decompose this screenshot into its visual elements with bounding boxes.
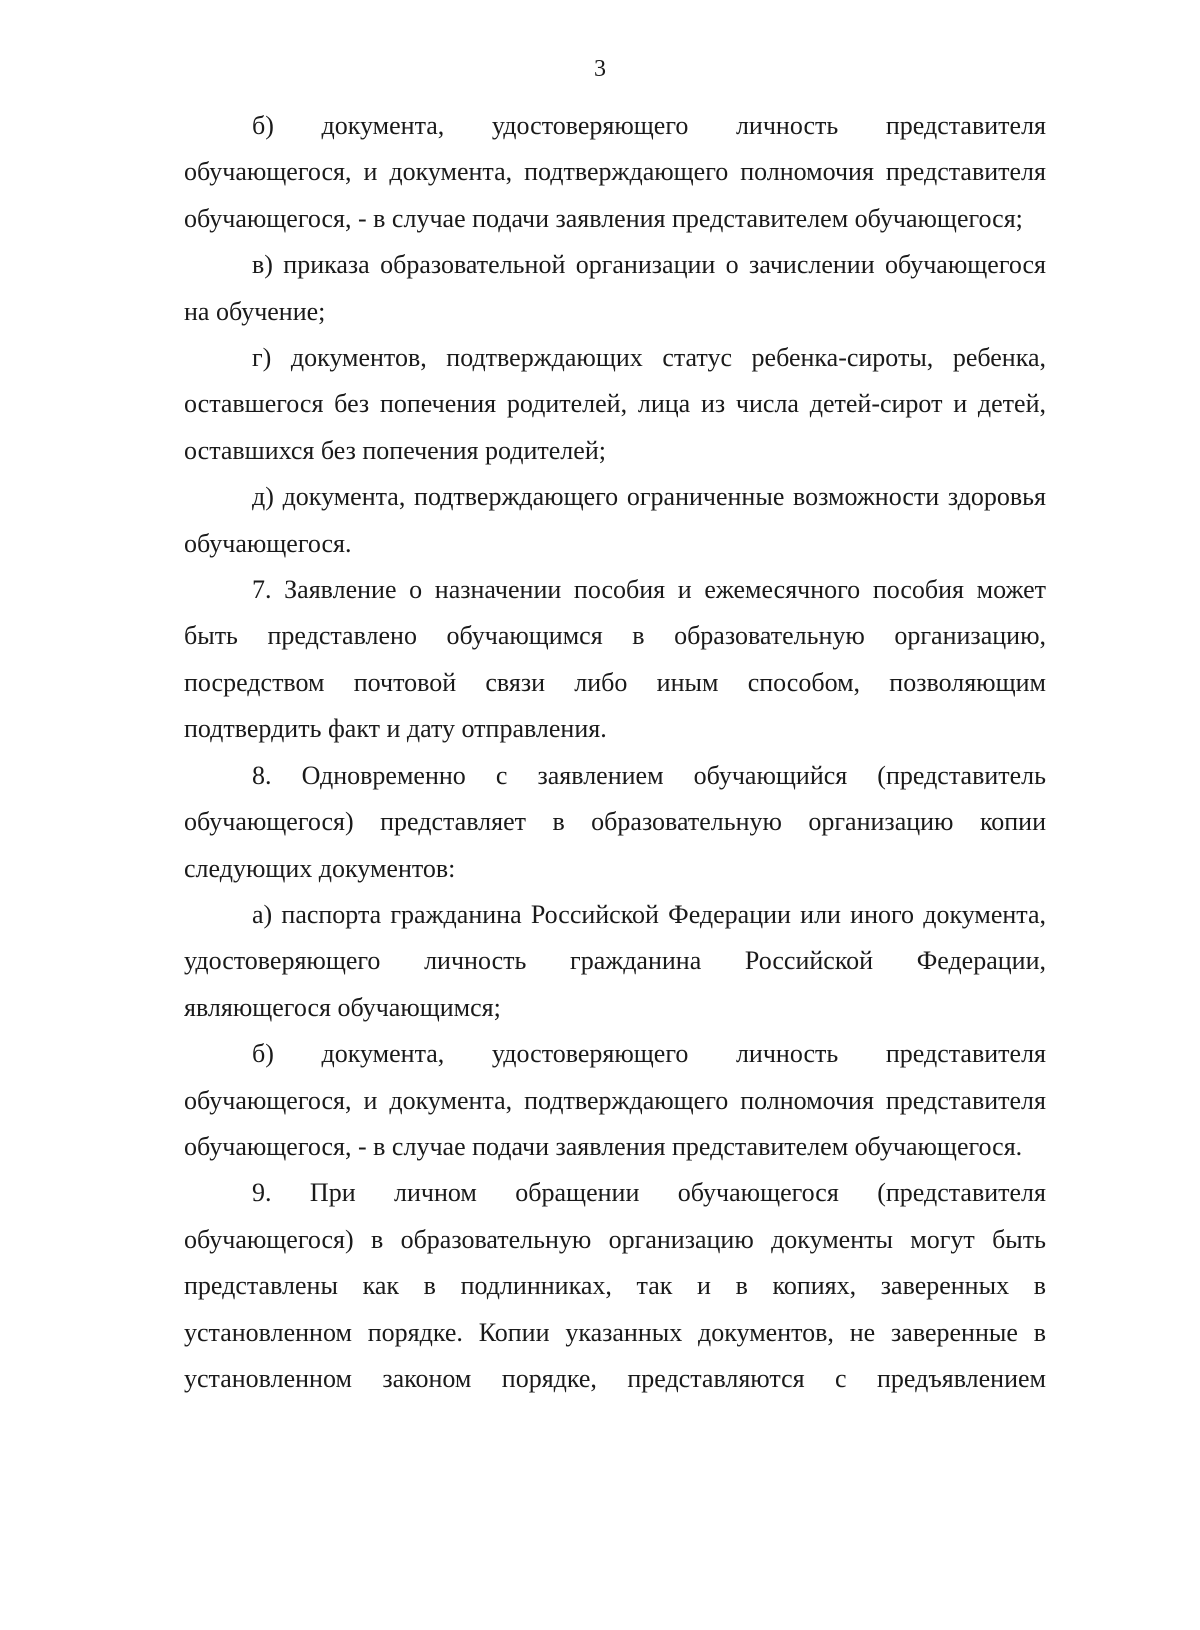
paragraph-8b: б) документа, удостоверяющего личность представителя обучающегося, и документа, подтверждающего полномочия представителя обучающегося, - в случае подачи заявления представителем обучающегося. — [184, 1039, 1046, 1161]
paragraph-9: 9. При личном обращении обучающегося (представителя обучающегося) в образовательную организацию документы могут быть представлены как в подлинниках, так и в копиях, заверенных в установленном порядке. Копии указанных документов, не заверенные в установленном законом порядке, представляются с предъявлением — [184, 1178, 1046, 1393]
paragraph-6b: б) документа, удостоверяющего личность представителя обучающегося, и документа, подтверждающего полномочия представителя обучающегося, - в случае подачи заявления представителем обучающегося; — [184, 111, 1046, 233]
page-number: 3 — [594, 56, 606, 82]
paragraph-6d: д) документа, подтверждающего ограниченные возможности здоровья обучающегося. — [184, 482, 1046, 558]
paragraph-8a: а) паспорта гражданина Российской Федерации или иного документа, удостоверяющего личность гражданина Российской Федерации, являющегося обучающимся; — [184, 899, 1046, 1022]
document-body — [184, 103, 1046, 1402]
paragraph-8: 8. Одновременно с заявлением обучающийся (представитель обучающегося) представляет в образовательную организацию копии следующих документов: — [184, 760, 1046, 883]
paragraph-7: 7. Заявление о назначении пособия и ежемесячного пособия может быть представлено обучающимся в образовательную организацию, посредством почтовой связи либо иным способом, позволяющим подтвердить факт и дату отправления. — [184, 575, 1046, 744]
paragraph-6v: в) приказа образовательной организации о зачислении обучающегося на обучение; — [184, 250, 1046, 326]
paragraph-6g: г) документов, подтверждающих статус ребенка-сироты, ребенка, оставшегося без попечения родителей, лица из числа детей-сирот и детей, оставшихся без попечения родителей; — [184, 343, 1046, 465]
